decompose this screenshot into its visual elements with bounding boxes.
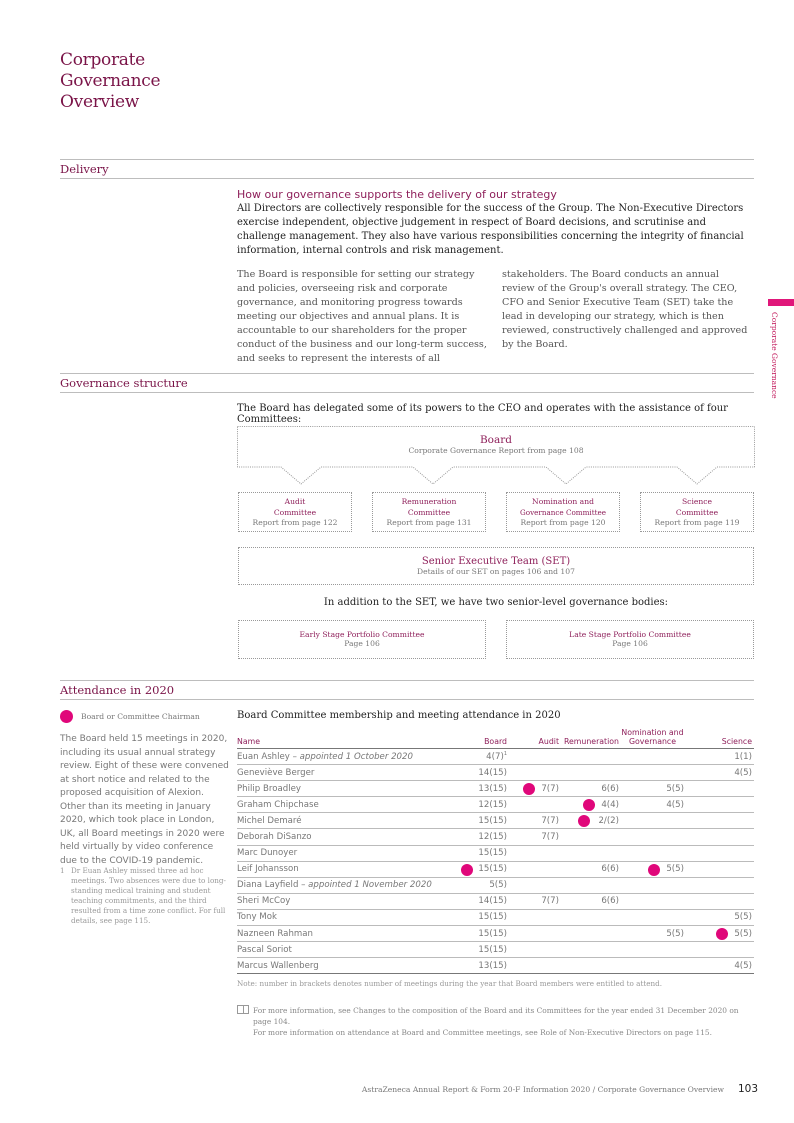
cell-nom: [621, 765, 686, 781]
attendance-value: 4(5): [734, 960, 752, 971]
cell-audit: [509, 958, 561, 974]
section-label: Delivery: [60, 162, 109, 176]
cell-rem: [561, 829, 621, 845]
director-name: Tony Mok: [237, 912, 277, 923]
cell-name: [237, 893, 467, 909]
attendance-value: 5(5): [489, 880, 507, 891]
attendance-value: 12(15): [478, 832, 507, 843]
cell-board: [467, 829, 509, 845]
committee-title: Governance Committee: [520, 507, 606, 517]
director-name: Marc Dunoyer: [237, 848, 298, 859]
cell-board: [467, 813, 509, 829]
cell-audit: [509, 926, 561, 942]
cell-board: [467, 942, 509, 958]
cell-rem: [561, 877, 621, 893]
table-row: [237, 942, 754, 958]
appointment-note: – appointed 1 November 2020: [298, 880, 432, 891]
cell-nom: [621, 942, 686, 958]
page-number: 103: [738, 1083, 759, 1095]
table-row: [237, 829, 754, 845]
chairman-dot-icon: [60, 710, 73, 723]
table-row: [237, 926, 754, 942]
attendance-value: 7(7): [541, 815, 559, 826]
attendance-value: 15(15): [478, 864, 507, 875]
cell-name: [237, 765, 467, 781]
footnote-marker: 1: [60, 866, 65, 875]
cell-name: [237, 781, 467, 797]
cell-rem: [561, 942, 621, 958]
table-row: [237, 781, 754, 797]
attendance-value: 5(5): [666, 928, 684, 939]
attendance-value: 4(7): [486, 751, 504, 762]
cell-nom: [621, 781, 686, 797]
cell-board: [467, 765, 509, 781]
cell-sci: [686, 781, 754, 797]
attendance-value: 7(7): [541, 832, 559, 843]
director-name: Euan Ashley: [237, 751, 290, 762]
committee-subtitle: Report from page 131: [386, 518, 472, 527]
committee-title: Committee: [273, 507, 317, 517]
table-note: Note: number in brackets denotes number of meetings during the year that Board members were entitled to attend.: [237, 979, 663, 988]
cell-nom: [621, 845, 686, 861]
table-row: [237, 749, 754, 765]
cell-sci: [686, 877, 754, 893]
delivery-subheading: How our governance supports the delivery of our strategy: [237, 188, 557, 201]
cell-board: [467, 877, 509, 893]
director-name: Nazneen Rahman: [237, 928, 313, 939]
chairman-dot-icon: [523, 783, 535, 795]
table-row: [237, 813, 754, 829]
attendance-value: 6(6): [601, 783, 619, 794]
attendance-value: 14(15): [478, 896, 507, 907]
cell-nom: [621, 813, 686, 829]
director-name: Marcus Wallenberg: [237, 960, 319, 971]
attendance-value: 15(15): [478, 928, 507, 939]
table-row: [237, 877, 754, 893]
delivery-body-col-2: stakeholders. The Board conducts an annual review of the Group's overall strategy. The CEO, CFO and Senior Executive Team (SET) take the lead in developing our strategy, which is then reviewed, constructively challenged and approved by the Board.: [502, 269, 748, 350]
body-subtitle: Page 106: [612, 639, 648, 648]
table-header-row: [237, 728, 754, 749]
committee-title: Committee: [675, 507, 719, 517]
attendance-value: 15(15): [478, 848, 507, 859]
attendance-summary: The Board held 15 meetings in 2020, including its usual annual strategy review. Eight of these were convened at short notice and related to the proposed acquisition of Alexion. Other than its meeting in January 2020, which took place in London, UK, all Board meetings in 2020 were held virtually by video conference due to the COVID-19 pandemic.: [60, 734, 229, 866]
cell-sci: [686, 942, 754, 958]
table-row: [237, 909, 754, 925]
cell-audit: [509, 797, 561, 813]
footnote-text: Dr Euan Ashley missed three ad hoc meetings. Two absences were due to long-standing medical training and student teaching commitments, and the third resulted from a time zone conflict. For full details, see page 115.: [71, 866, 226, 925]
committee-title: Remuneration: [401, 497, 457, 506]
cell-name: [237, 909, 467, 925]
attendance-value: 4(5): [734, 767, 752, 778]
chairman-dot-icon: [648, 864, 660, 876]
cell-rem: [561, 909, 621, 925]
chairman-legend: [60, 710, 200, 723]
cell-nom: [621, 926, 686, 942]
cell-board: [467, 926, 509, 942]
chairman-dot-icon: [716, 928, 728, 940]
cell-audit: [509, 861, 561, 877]
col-header-nomination-line: Governance: [628, 737, 677, 746]
cell-nom: [621, 877, 686, 893]
col-header-name: Name: [237, 728, 467, 749]
body-title: Early Stage Portfolio Committee: [299, 630, 425, 639]
cell-nom: [621, 797, 686, 813]
cell-rem: [561, 797, 621, 813]
committee-subtitle: Report from page 122: [252, 518, 338, 527]
structure-lead: The Board has delegated some of its powers to the CEO and operates with the assistance of four Committees:: [237, 403, 728, 425]
body-title: Late Stage Portfolio Committee: [569, 630, 691, 639]
director-name: Geneviève Berger: [237, 767, 315, 778]
committee-title: Science: [681, 497, 712, 506]
cell-sci: [686, 909, 754, 925]
attendance-value: 5(5): [734, 928, 752, 939]
table-row: [237, 893, 754, 909]
table-row: [237, 861, 754, 877]
cell-board: [467, 845, 509, 861]
committee-title: Nomination and: [532, 497, 594, 506]
col-header-science: Science: [686, 728, 754, 749]
cell-nom: [621, 829, 686, 845]
chairman-dot-icon: [461, 864, 473, 876]
table-row: [237, 797, 754, 813]
col-header-remuneration: Remuneration: [561, 728, 621, 749]
table-row: [237, 765, 754, 781]
attendance-value: 4(5): [666, 799, 684, 810]
delivery-body-col-1: The Board is responsible for setting our strategy and policies, overseeing risk and corporate governance, and monitoring progress towards meeting our objectives and annual plans. It is accountable to our shareholders for the proper conduct of the business and our long-term success, and seeks to represent the interests of all: [237, 269, 487, 364]
committee-title: Audit: [284, 497, 306, 506]
cell-board: [467, 958, 509, 974]
table-row: [237, 958, 754, 974]
cell-name: [237, 845, 467, 861]
cell-name: [237, 813, 467, 829]
section-header-delivery: [60, 159, 754, 179]
committee-title: Committee: [407, 507, 451, 517]
cell-rem: [561, 765, 621, 781]
attendance-value: 13(15): [478, 783, 507, 794]
attendance-value: 4(4): [601, 799, 619, 810]
section-tab-label: Corporate Governance: [770, 312, 779, 399]
cell-audit: [509, 749, 561, 765]
delivery-intro: All Directors are collectively responsible for the success of the Group. The Non-Executive Directors exercise independent, objective judgement in respect of Board decisions, and scrutinise and challenge management. They also have various responsibilities concerning the integrity of financial information, internal controls and risk management.: [237, 203, 744, 256]
table-row: [237, 845, 754, 861]
section-header-governance-structure: [60, 373, 754, 393]
section-label: Attendance in 2020: [60, 683, 175, 697]
attendance-table: [237, 728, 754, 974]
attendance-value: 15(15): [478, 912, 507, 923]
board-subtitle: Corporate Governance Report from page 108: [408, 446, 584, 455]
cell-sci: [686, 797, 754, 813]
committee-box-science: [640, 492, 754, 532]
page-title-line: Governance: [60, 71, 161, 91]
cell-name: [237, 958, 467, 974]
more-info-line: For more information, see Changes to the composition of the Board and its Committees for the year ended 31 December 2020 on page 104.: [253, 1006, 739, 1026]
attendance-value: 12(15): [478, 799, 507, 810]
cell-name: [237, 877, 467, 893]
cell-sci: [686, 845, 754, 861]
early-stage-committee-box: [238, 620, 486, 659]
attendance-value: 1(1): [734, 751, 752, 762]
cell-name: [237, 797, 467, 813]
cell-rem: [561, 893, 621, 909]
cell-name: [237, 749, 467, 765]
cell-board: [467, 861, 509, 877]
more-info: [253, 1005, 753, 1038]
attendance-value: 5(5): [666, 864, 684, 875]
director-name: Philip Broadley: [237, 783, 301, 794]
col-header-nomination-line: Nomination and: [621, 728, 684, 737]
set-box: [238, 547, 754, 585]
footer-text: AstraZeneca Annual Report & Form 20-F Information 2020 / Corporate Governance Overview: [361, 1085, 724, 1094]
attendance-value: 2/(2): [598, 815, 619, 826]
attendance-value: 13(15): [478, 960, 507, 971]
cell-board: [467, 909, 509, 925]
late-stage-committee-box: [506, 620, 754, 659]
cell-audit: [509, 765, 561, 781]
attendance-value: 7(7): [541, 783, 559, 794]
cell-rem: [561, 926, 621, 942]
cell-board: [467, 797, 509, 813]
cell-audit: [509, 909, 561, 925]
attendance-value: 5(5): [666, 783, 684, 794]
more-info-line: For more information on attendance at Board and Committee meetings, see Role of Non-Executive Directors on page 115.: [253, 1028, 712, 1037]
book-icon: [237, 1005, 249, 1014]
cell-nom: [621, 958, 686, 974]
section-header-attendance: [60, 680, 754, 700]
page-title: [60, 50, 160, 113]
cell-nom: [621, 909, 686, 925]
director-name: Deborah DiSanzo: [237, 832, 312, 843]
section-tab-marker: [768, 299, 794, 306]
col-header-board: Board: [467, 728, 509, 749]
page-title-line: Corporate: [60, 50, 145, 70]
cell-sci: [686, 926, 754, 942]
attendance-value: 6(6): [601, 864, 619, 875]
cell-name: [237, 829, 467, 845]
committee-subtitle: Report from page 119: [654, 518, 740, 527]
cell-rem: [561, 781, 621, 797]
cell-audit: [509, 813, 561, 829]
director-name: Sheri McCoy: [237, 896, 291, 907]
body-subtitle: Page 106: [344, 639, 380, 648]
attendance-value: 15(15): [478, 944, 507, 955]
committee-box-audit: [238, 492, 352, 532]
set-title: Senior Executive Team (SET): [421, 556, 571, 567]
cell-audit: [509, 781, 561, 797]
board-title: Board: [479, 434, 513, 446]
cell-name: [237, 926, 467, 942]
chairman-dot-icon: [583, 799, 595, 811]
cell-rem: [561, 813, 621, 829]
col-header-audit: Audit: [509, 728, 561, 749]
cell-name: [237, 942, 467, 958]
board-box: [238, 427, 754, 466]
cell-sci: [686, 765, 754, 781]
structure-lead-2: In addition to the SET, we have two senior-level governance bodies:: [323, 597, 669, 608]
cell-audit: [509, 845, 561, 861]
attendance-value: 15(15): [478, 815, 507, 826]
cell-sci: [686, 861, 754, 877]
director-name: Pascal Soriot: [237, 944, 292, 955]
section-label: Governance structure: [60, 376, 188, 390]
committee-box-remuneration: [372, 492, 486, 532]
cell-audit: [509, 893, 561, 909]
appointment-note: – appointed 1 October 2020: [289, 751, 413, 762]
attendance-value: 7(7): [541, 896, 559, 907]
cell-sci: [686, 829, 754, 845]
committee-subtitle: Report from page 120: [520, 518, 606, 527]
cell-name: [237, 861, 467, 877]
committee-box-nomination: [506, 492, 620, 532]
table-title: Board Committee membership and meeting attendance in 2020: [237, 710, 561, 721]
set-subtitle: Details of our SET on pages 106 and 107: [417, 567, 575, 576]
footnote-ref: 1: [503, 751, 507, 758]
director-name: Leif Johansson: [237, 864, 299, 875]
cell-nom: [621, 749, 686, 765]
cell-board: [467, 893, 509, 909]
cell-rem: [561, 749, 621, 765]
page-title-line: Overview: [60, 92, 139, 112]
cell-rem: [561, 845, 621, 861]
cell-nom: [621, 861, 686, 877]
attendance-value: 6(6): [601, 896, 619, 907]
director-name: Michel Demaré: [237, 815, 302, 826]
cell-sci: [686, 893, 754, 909]
cell-audit: [509, 942, 561, 958]
attendance-value: 5(5): [734, 912, 752, 923]
director-name: Diana Layfield: [237, 880, 299, 891]
chairman-dot-icon: [578, 815, 590, 827]
director-name: Graham Chipchase: [237, 799, 319, 810]
cell-sci: [686, 813, 754, 829]
cell-rem: [561, 861, 621, 877]
cell-board: [467, 781, 509, 797]
col-header-nomination: [621, 728, 686, 749]
cell-sci: [686, 749, 754, 765]
cell-board: [467, 749, 509, 765]
cell-sci: [686, 958, 754, 974]
attendance-value: 14(15): [478, 767, 507, 778]
cell-audit: [509, 877, 561, 893]
legend-label: Board or Committee Chairman: [81, 711, 200, 721]
cell-audit: [509, 829, 561, 845]
cell-nom: [621, 893, 686, 909]
cell-rem: [561, 958, 621, 974]
